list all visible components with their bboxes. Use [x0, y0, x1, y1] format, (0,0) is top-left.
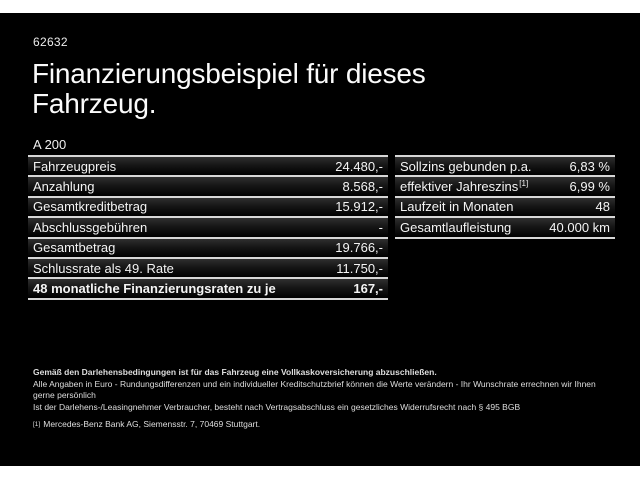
- row-value: 40.000 km: [549, 219, 610, 235]
- vehicle-model: A 200: [33, 137, 67, 152]
- row-label: [33, 220, 147, 235]
- table-row: [28, 198, 388, 218]
- table-row: [28, 157, 388, 177]
- row-value: 15.912,-: [335, 199, 383, 215]
- table-row: [28, 177, 388, 197]
- footnote-text: Mercedes-Benz Bank AG, Siemensstr. 7, 70469 Stuttgart.: [43, 419, 261, 429]
- row-label: [400, 220, 511, 235]
- row-value: 167,-: [353, 281, 383, 297]
- row-label-text: Sollzins gebunden p.a.: [400, 158, 532, 174]
- row-label-text: 48 monatliche Finanzierungsraten zu je: [33, 281, 276, 297]
- row-value: 8.568,-: [342, 179, 383, 195]
- footnote: [33, 419, 608, 431]
- footnote-marker: [1]: [33, 421, 41, 428]
- row-label-text: Anzahlung: [33, 179, 95, 195]
- row-value: 19.766,-: [335, 240, 383, 256]
- table-row: [395, 177, 615, 197]
- row-label: [33, 261, 174, 276]
- row-label: [33, 179, 94, 194]
- row-value: 24.480,-: [335, 158, 383, 174]
- row-label: [400, 159, 532, 174]
- row-label: [400, 179, 528, 194]
- row-label-text: Laufzeit in Monaten: [400, 199, 514, 215]
- row-value: 11.750,-: [336, 260, 383, 276]
- row-label: [33, 281, 276, 296]
- row-label-text: effektiver Jahreszins: [400, 179, 519, 195]
- disclaimer-line-1: Alle Angaben in Euro - Rundungsdifferenzen und ein individueller Kreditschutzbrief können die Werte verändern - Ihr Wunschrate errechnen wir Ihnen gerne persönlich: [33, 378, 596, 400]
- conditions-table: [395, 155, 615, 239]
- row-value: -: [378, 219, 383, 235]
- footnote-ref: [1]: [519, 178, 529, 188]
- row-value: 6,83 %: [569, 158, 610, 174]
- disclaimer-line-2: Ist der Darlehens-/Leasingnehmer Verbraucher, besteht nach Vertragsabschluss ein gesetzliches Widerrufsrecht nach § 495 BGB: [33, 401, 521, 412]
- row-value: 6,99 %: [569, 179, 610, 195]
- row-label-text: Gesamtbetrag: [33, 240, 116, 256]
- page-title-line2: Fahrzeug.: [32, 88, 157, 119]
- table-row: [28, 218, 388, 238]
- row-label: [33, 240, 115, 255]
- table-row: [395, 198, 615, 218]
- row-label-text: Fahrzeugpreis: [33, 158, 117, 174]
- table-row: [395, 218, 615, 238]
- row-label-text: Abschlussgebühren: [33, 219, 148, 235]
- insurance-note: Gemäß den Darlehensbedingungen ist für das Fahrzeug eine Vollkaskoversicherung abzuschließen.: [33, 367, 437, 377]
- row-value: 48: [595, 199, 610, 215]
- row-label: [400, 199, 513, 214]
- financing-slide: [0, 13, 640, 466]
- table-row: [28, 239, 388, 259]
- reference-number: 62632: [33, 35, 68, 49]
- row-label: [33, 199, 147, 214]
- row-label-text: Schlussrate als 49. Rate: [33, 260, 174, 276]
- table-row: [28, 279, 388, 299]
- finance-table: [28, 155, 388, 300]
- row-label: [33, 159, 116, 174]
- row-label-text: Gesamtlaufleistung: [400, 219, 512, 235]
- table-row: [28, 259, 388, 279]
- row-label-text: Gesamtkreditbetrag: [33, 199, 148, 215]
- table-row: [395, 157, 615, 177]
- page-title: [32, 59, 426, 119]
- page-title-line1: Finanzierungsbeispiel für dieses: [32, 58, 426, 89]
- legal-footer: [33, 367, 608, 431]
